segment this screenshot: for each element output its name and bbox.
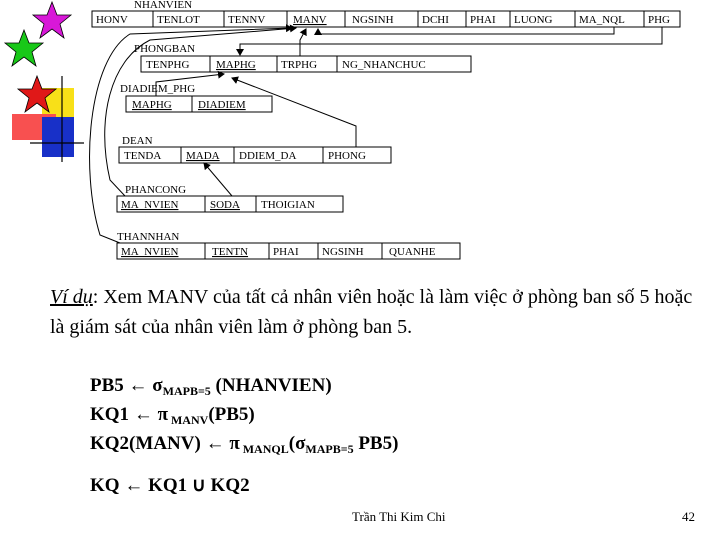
sigma-symbol: σ (295, 433, 306, 454)
col-tenlot: TENLOT (157, 14, 200, 26)
algebra-line-4: KQ ← KQ1 ∪ KQ2 (90, 475, 250, 496)
col-ngsinh: NGSINH (352, 14, 394, 26)
arrow-left-icon: ← (124, 475, 144, 496)
col-ddiem-da: DDIEM_DA (239, 150, 297, 162)
col-honv: HONV (96, 14, 128, 26)
col-quanhe: QUANHE (389, 246, 436, 258)
table-name-phongban: PHONGBAN (134, 43, 196, 55)
col-maphg: MAPHG (216, 59, 256, 71)
union-symbol: ∪ (191, 475, 206, 496)
fk-trphg (300, 29, 306, 56)
example-label: Ví dụ (50, 286, 93, 308)
table-name-dean: DEAN (122, 135, 153, 147)
pi-symbol: π (229, 433, 240, 454)
algebra-line-1: PB5 ← $\sigma_{MAPB=5}$ (NHANVIEN) (90, 375, 332, 398)
col-phong: PHONG (328, 150, 366, 162)
col-phai-tn: PHAI (273, 246, 299, 258)
example-text: : Xem MANV của tất cả nhân viên hoặc là làm việc ở phòng ban số 5 hoặc là giám sát của nhân viên làm ở phòng ban 5. (50, 286, 693, 338)
algebra-line-3: KQ2(MANV) ← π $_{MANQL}(\sigma_{MAPB=5}$ PB5) (90, 433, 399, 456)
fk-phg (240, 27, 662, 55)
col-luong: LUONG (514, 14, 553, 26)
col-tentn: TENTN (212, 246, 249, 258)
arrow-left-icon: ← (128, 375, 148, 396)
sigma-symbol: σ (152, 375, 163, 396)
fk-phancong-soda (204, 163, 232, 196)
col-phai: PHAI (470, 14, 496, 26)
col-phg: PHG (648, 14, 671, 26)
arrow-left-icon: ← (205, 433, 225, 454)
col-maphg-dd: MAPHG (132, 99, 172, 111)
col-tenda: TENDA (124, 150, 162, 162)
footer-author: Trần Thi Kim Chi (352, 509, 446, 524)
table-name-phancong: PHANCONG (125, 184, 187, 196)
arrow-left-icon: ← (133, 404, 153, 425)
page-number: 42 (682, 509, 695, 524)
col-ng-nhanchuc: NG_NHANCHUC (342, 59, 426, 71)
col-ma-nvien-pc: MA_NVIEN (121, 199, 179, 211)
col-ma-nql: MA_NQL (579, 14, 625, 26)
table-name-thannhan: THANNHAN (117, 231, 180, 243)
col-tennv: TENNV (228, 14, 266, 26)
fk-ma-nql (318, 27, 614, 34)
nhanvien-columns (96, 11, 670, 27)
pi-symbol: π (157, 404, 168, 425)
col-mada: MADA (186, 150, 220, 162)
col-ngsinh-tn: NGSINH (322, 246, 364, 258)
col-ma-nvien-tn: MA_NVIEN (121, 246, 179, 258)
col-manv: MANV (293, 14, 327, 26)
table-name-nhanvien: NHANVIEN (134, 0, 193, 11)
col-soda: SODA (210, 199, 240, 211)
col-dchi: DCHI (422, 14, 449, 26)
table-name-diadiem-phg: DIADIEM_PHG (120, 83, 196, 95)
col-thoigian: THOIGIAN (261, 199, 315, 211)
col-diadiem: DIADIEM (198, 99, 246, 111)
example-paragraph (50, 282, 710, 342)
algebra-line-2: KQ1 ← π $_{MANV}$(PB5) (90, 404, 255, 427)
col-trphg: TRPHG (281, 59, 318, 71)
col-tenphg: TENPHG (146, 59, 190, 71)
